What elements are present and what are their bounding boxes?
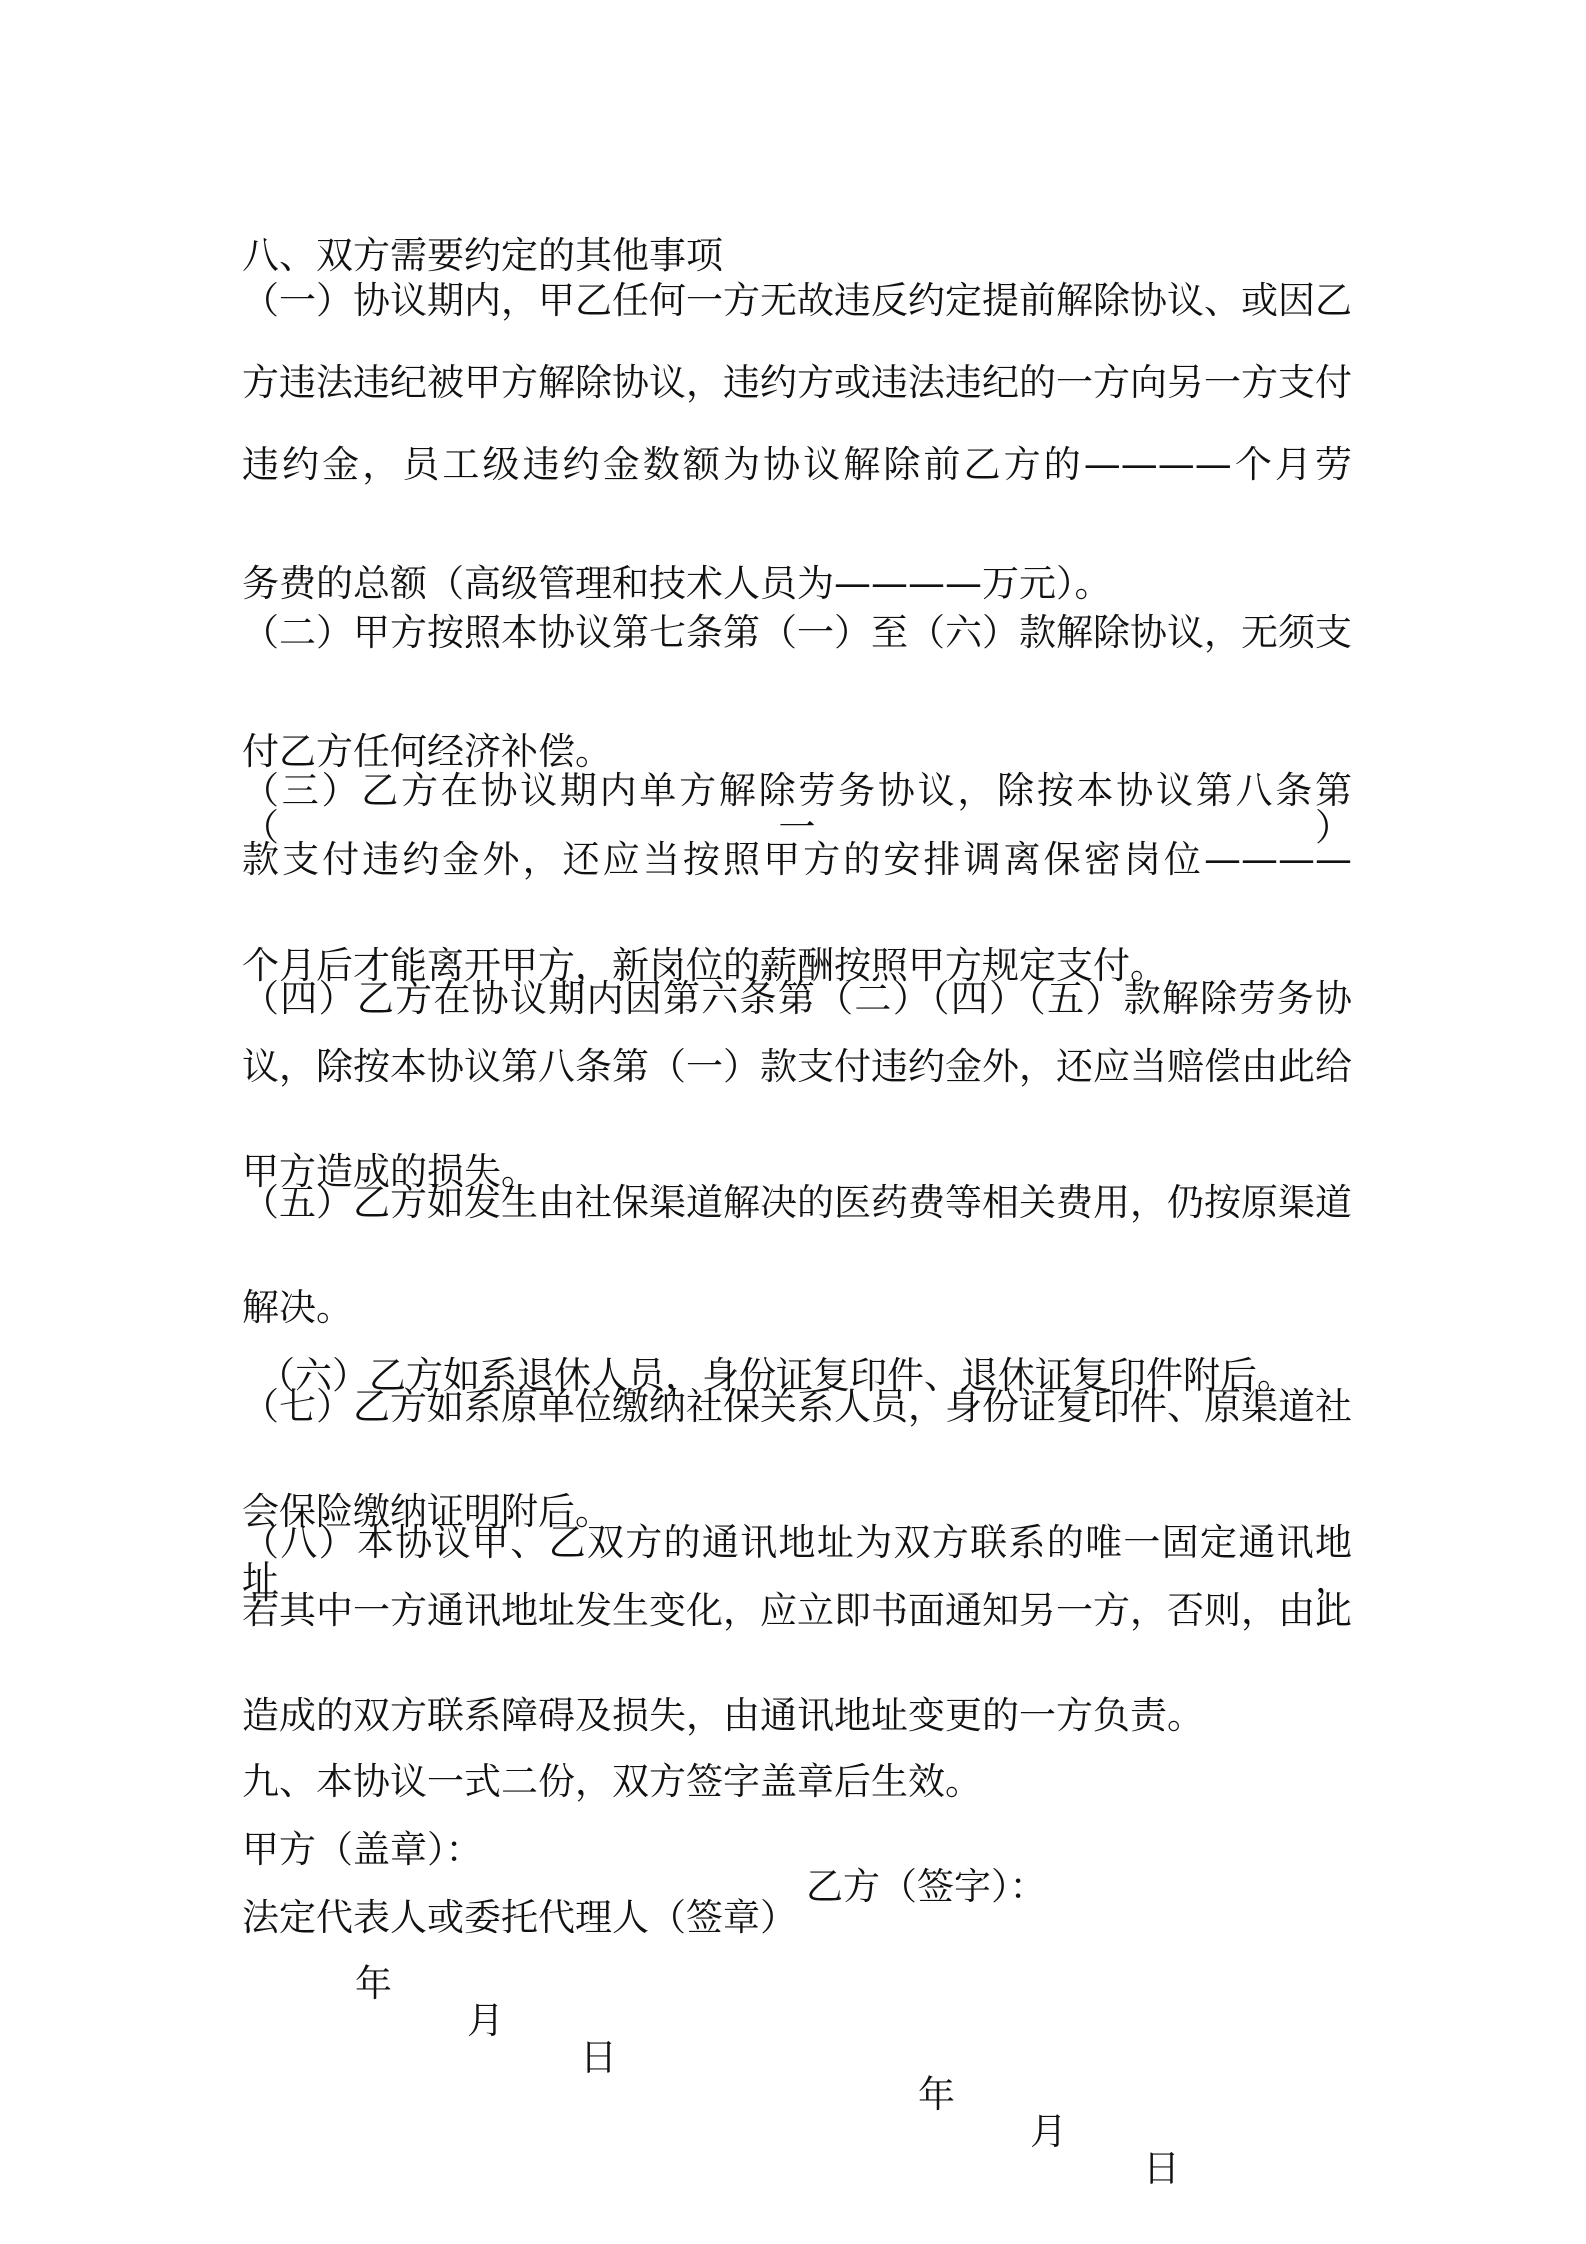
clause-3-line-2: 款支付违约金外，还应当按照甲方的安排调离保密岗位———— <box>242 838 1352 881</box>
clause-7-line-2: 会保险缴纳证明附后。 <box>242 1490 612 1533</box>
section-8-heading: 八、双方需要约定的其他事项 <box>242 234 723 277</box>
clause-1-line-4: 务费的总额（高级管理和技术人员为————万元）。 <box>242 562 1112 605</box>
clause-2-line-1: （二）甲方按照本协议第七条第（一）至（六）款解除协议，无须支 <box>242 611 1352 654</box>
clause-6-line-1: （六）乙方如系退休人员，身份证复印件、退休证复印件附后。 <box>258 1354 1294 1397</box>
clause-7-line-1: （七）乙方如系原单位缴纳社保关系人员，身份证复印件、原渠道社 <box>242 1385 1352 1428</box>
clause-5-line-2: 解决。 <box>242 1286 353 1329</box>
party-a-year: 年 <box>355 1962 392 2005</box>
party-b-month: 月 <box>1030 2110 1067 2153</box>
clause-1-line-3: 违约金，员工级违约金数额为协议解除前乙方的————个月劳 <box>242 443 1352 486</box>
clause-3-line-1: （三）乙方在协议期内单方解除劳务协议，除按本协议第八条第（一） <box>242 769 1352 849</box>
date-line <box>0 1928 1586 2224</box>
party-a-seal-label: 甲方（盖章）： <box>242 1828 483 1871</box>
clause-8-line-1: （八）本协议甲、乙双方的通讯地址为双方联系的唯一固定通讯地址， <box>242 1521 1352 1601</box>
section-9: 九、本协议一式二份，双方签字盖章后生效。 <box>242 1760 982 1803</box>
party-b-year: 年 <box>918 2073 955 2116</box>
party-b-day: 日 <box>1143 2147 1180 2190</box>
clause-4-line-2: 议，除按本协议第八条第（一）款支付违约金外，还应当赔偿由此给 <box>242 1045 1352 1088</box>
clause-2-line-2: 付乙方任何经济补偿。 <box>242 730 612 773</box>
clause-3-line-3: 个月后才能离开甲方，新岗位的薪酬按照甲方规定支付。 <box>242 944 1167 987</box>
party-a-day: 日 <box>580 2036 617 2079</box>
clause-1-line-1: （一）协议期内，甲乙任何一方无故违反约定提前解除协议、或因乙 <box>242 279 1352 322</box>
party-a-month: 月 <box>467 1999 504 2042</box>
clause-8-line-3: 造成的双方联系障碍及损失，由通讯地址变更的一方负责。 <box>242 1694 1204 1737</box>
clause-4-line-1: （四）乙方在协议期内因第六条第（二）（四）（五）款解除劳务协 <box>242 977 1352 1020</box>
clause-8-line-2: 若其中一方通讯地址发生变化，应立即书面通知另一方，否则，由此 <box>242 1589 1352 1632</box>
clause-1-line-2: 方违法违纪被甲方解除协议，违约方或违法违纪的一方向另一方支付 <box>242 361 1352 404</box>
party-b-sign-label: 乙方（签字）： <box>806 1865 1047 1908</box>
representative-label: 法定代表人或委托代理人（签章） <box>242 1896 797 1939</box>
clause-4-line-3: 甲方造成的损失。 <box>242 1150 538 1193</box>
clause-5-line-1: （五）乙方如发生由社保渠道解决的医药费等相关费用，仍按原渠道 <box>242 1181 1352 1224</box>
